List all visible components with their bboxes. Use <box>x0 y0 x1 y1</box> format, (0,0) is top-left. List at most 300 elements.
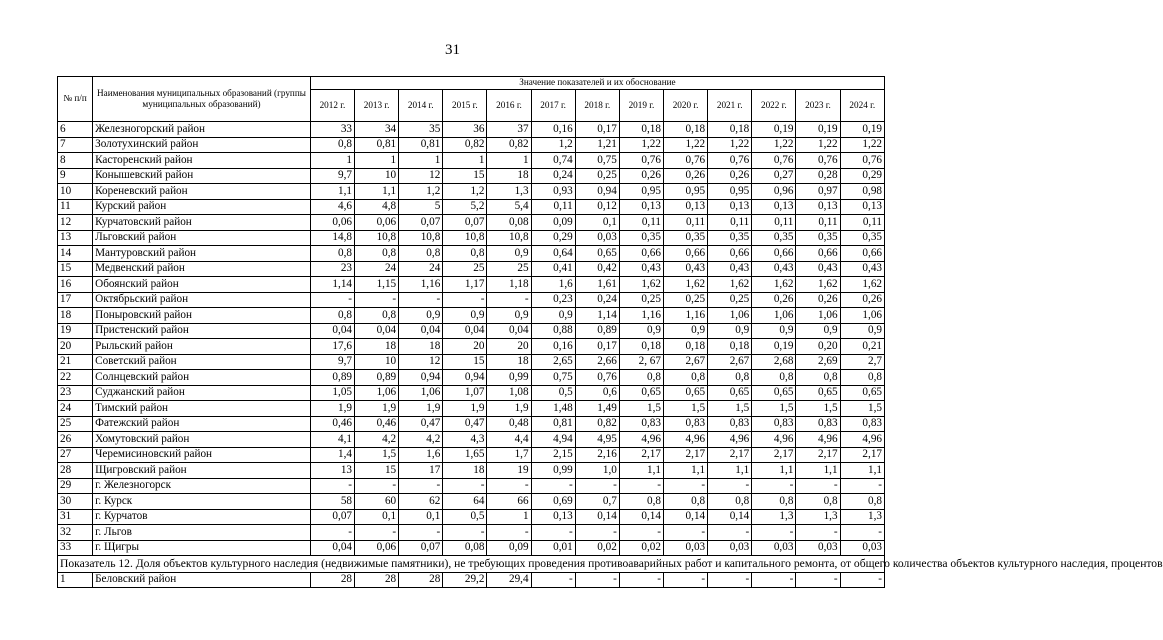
row-index: 6 <box>58 122 93 138</box>
value-cell: 0,35 <box>619 230 663 246</box>
value-cell: - <box>355 478 399 494</box>
value-cell: 1,9 <box>399 401 443 417</box>
row-index: 10 <box>58 184 93 200</box>
value-cell: 20 <box>443 339 487 355</box>
value-cell: 34 <box>355 122 399 138</box>
value-cell: 0,8 <box>399 246 443 262</box>
value-cell: 0,95 <box>708 184 752 200</box>
value-cell: 0,7 <box>575 494 619 510</box>
value-cell: 1,22 <box>840 137 884 153</box>
value-cell: 1,1 <box>752 463 796 479</box>
value-cell: 0,97 <box>796 184 840 200</box>
row-municipality: г. Курск <box>93 494 311 510</box>
value-cell: 0,18 <box>708 339 752 355</box>
row-municipality: Железногорский район <box>93 122 311 138</box>
value-cell: 0,07 <box>443 215 487 231</box>
value-cell: 1,49 <box>575 401 619 417</box>
value-cell: 13 <box>310 463 354 479</box>
value-cell: 0,19 <box>752 122 796 138</box>
table-row <box>58 277 885 293</box>
value-cell: 0,13 <box>663 199 707 215</box>
value-cell: 1,5 <box>355 447 399 463</box>
table-row <box>58 199 885 215</box>
row-index: 29 <box>58 478 93 494</box>
value-cell: - <box>708 478 752 494</box>
value-cell: 0,76 <box>752 153 796 169</box>
value-cell: 0,8 <box>663 370 707 386</box>
value-cell: 1,3 <box>840 509 884 525</box>
row-index: 9 <box>58 168 93 184</box>
value-cell: 1,22 <box>619 137 663 153</box>
value-cell: 1,17 <box>443 277 487 293</box>
value-cell: - <box>399 478 443 494</box>
value-cell: 0,13 <box>619 199 663 215</box>
value-cell: 1,16 <box>399 277 443 293</box>
value-cell: 20 <box>487 339 531 355</box>
value-cell: 4,96 <box>752 432 796 448</box>
row-index: 28 <box>58 463 93 479</box>
value-cell: 25 <box>443 261 487 277</box>
value-cell: 2,17 <box>619 447 663 463</box>
value-cell: 4,1 <box>310 432 354 448</box>
header-year: 2017 г. <box>531 90 575 122</box>
value-cell: 0,03 <box>840 540 884 556</box>
value-cell: 58 <box>310 494 354 510</box>
value-cell: 0,8 <box>663 494 707 510</box>
value-cell: 1,2 <box>443 184 487 200</box>
row-municipality: Конышевский район <box>93 168 311 184</box>
row-municipality: Золотухинский район <box>93 137 311 153</box>
row-municipality: Кореневский район <box>93 184 311 200</box>
value-cell: 0,99 <box>531 463 575 479</box>
value-cell: 1,1 <box>619 463 663 479</box>
value-cell: 0,07 <box>399 215 443 231</box>
value-cell: 28 <box>355 572 399 588</box>
value-cell: 0,9 <box>487 308 531 324</box>
row-index: 8 <box>58 153 93 169</box>
row-index: 31 <box>58 509 93 525</box>
value-cell: 0,82 <box>575 416 619 432</box>
value-cell: 0,43 <box>708 261 752 277</box>
table-header <box>58 77 885 122</box>
row-index: 20 <box>58 339 93 355</box>
row-municipality: Рыльский район <box>93 339 311 355</box>
value-cell: 0,83 <box>840 416 884 432</box>
value-cell: 1,62 <box>840 277 884 293</box>
value-cell: 1,5 <box>752 401 796 417</box>
value-cell: 0,83 <box>619 416 663 432</box>
value-cell: 14,8 <box>310 230 354 246</box>
value-cell: 1,08 <box>487 385 531 401</box>
header-index: № п/п <box>58 77 93 122</box>
value-cell: 0,13 <box>708 199 752 215</box>
value-cell: 0,65 <box>663 385 707 401</box>
value-cell: 1,1 <box>663 463 707 479</box>
value-cell: 1,3 <box>752 509 796 525</box>
value-cell: 0,09 <box>487 540 531 556</box>
value-cell: 25 <box>487 261 531 277</box>
table-row <box>58 509 885 525</box>
row-municipality: г. Курчатов <box>93 509 311 525</box>
row-municipality: Курчатовский район <box>93 215 311 231</box>
value-cell: 0,83 <box>708 416 752 432</box>
page-number: 31 <box>445 42 460 58</box>
value-cell: - <box>796 572 840 588</box>
row-index: 12 <box>58 215 93 231</box>
value-cell: 0,65 <box>752 385 796 401</box>
value-cell: 33 <box>310 122 354 138</box>
value-cell: - <box>796 478 840 494</box>
value-cell: 0,26 <box>840 292 884 308</box>
value-cell: 0,13 <box>531 509 575 525</box>
value-cell: 10,8 <box>355 230 399 246</box>
value-cell: 1,2 <box>531 137 575 153</box>
row-municipality: Тимский район <box>93 401 311 417</box>
value-cell: 1,06 <box>752 308 796 324</box>
value-cell: 0,35 <box>663 230 707 246</box>
value-cell: 4,96 <box>708 432 752 448</box>
value-cell: 0,9 <box>796 323 840 339</box>
value-cell: 4,3 <box>443 432 487 448</box>
value-cell: 1,21 <box>575 137 619 153</box>
table-row <box>58 153 885 169</box>
value-cell: 29,2 <box>443 572 487 588</box>
value-cell: - <box>840 572 884 588</box>
value-cell: 4,8 <box>355 199 399 215</box>
value-cell: 1,9 <box>355 401 399 417</box>
value-cell: 1 <box>487 153 531 169</box>
value-cell: 0,9 <box>840 323 884 339</box>
value-cell: 0,46 <box>310 416 354 432</box>
value-cell: 1,5 <box>619 401 663 417</box>
value-cell: 0,89 <box>355 370 399 386</box>
value-cell: 18 <box>443 463 487 479</box>
value-cell: 0,65 <box>796 385 840 401</box>
value-cell: 0,8 <box>752 370 796 386</box>
value-cell: 10,8 <box>443 230 487 246</box>
value-cell: 0,25 <box>708 292 752 308</box>
value-cell: 0,35 <box>796 230 840 246</box>
table-body <box>58 122 1163 588</box>
value-cell: 0,69 <box>531 494 575 510</box>
table-row <box>58 540 885 556</box>
value-cell: 1,62 <box>663 277 707 293</box>
value-cell: 1,22 <box>708 137 752 153</box>
value-cell: 0,14 <box>663 509 707 525</box>
value-cell: 0,06 <box>310 215 354 231</box>
value-cell: 0,76 <box>796 153 840 169</box>
value-cell: 0,13 <box>840 199 884 215</box>
value-cell: - <box>310 525 354 541</box>
value-cell: 0,04 <box>355 323 399 339</box>
value-cell: 0,9 <box>752 323 796 339</box>
value-cell: 0,11 <box>663 215 707 231</box>
value-cell: 0,88 <box>531 323 575 339</box>
value-cell: 0,09 <box>531 215 575 231</box>
value-cell: 0,26 <box>752 292 796 308</box>
value-cell: 0,9 <box>619 323 663 339</box>
value-cell: 17 <box>399 463 443 479</box>
value-cell: 0,25 <box>663 292 707 308</box>
value-cell: 0,18 <box>663 122 707 138</box>
value-cell: 1,15 <box>355 277 399 293</box>
value-cell: 0,43 <box>752 261 796 277</box>
value-cell: 1,7 <box>487 447 531 463</box>
value-cell: 0,93 <box>531 184 575 200</box>
value-cell: 2,16 <box>575 447 619 463</box>
table-row <box>58 308 885 324</box>
value-cell: 2,7 <box>840 354 884 370</box>
value-cell: 0,8 <box>619 494 663 510</box>
value-cell: 0,66 <box>619 246 663 262</box>
row-index: 22 <box>58 370 93 386</box>
table-row <box>58 432 885 448</box>
value-cell: 2,69 <box>796 354 840 370</box>
value-cell: 0,5 <box>531 385 575 401</box>
table-row <box>58 525 885 541</box>
value-cell: - <box>575 478 619 494</box>
value-cell: 0,26 <box>619 168 663 184</box>
value-cell: 2,17 <box>708 447 752 463</box>
value-cell: 2,65 <box>531 354 575 370</box>
value-cell: 0,26 <box>796 292 840 308</box>
value-cell: 64 <box>443 494 487 510</box>
value-cell: 24 <box>399 261 443 277</box>
value-cell: 28 <box>399 572 443 588</box>
row-index: 23 <box>58 385 93 401</box>
value-cell: 19 <box>487 463 531 479</box>
value-cell: 1,06 <box>796 308 840 324</box>
value-cell: 0,9 <box>708 323 752 339</box>
value-cell: 0,82 <box>443 137 487 153</box>
row-index: 32 <box>58 525 93 541</box>
value-cell: - <box>575 525 619 541</box>
value-cell: 0,14 <box>708 509 752 525</box>
value-cell: 0,35 <box>752 230 796 246</box>
value-cell: 0,24 <box>575 292 619 308</box>
header-year: 2023 г. <box>796 90 840 122</box>
value-cell: - <box>840 525 884 541</box>
value-cell: 36 <box>443 122 487 138</box>
value-cell: 0,11 <box>708 215 752 231</box>
value-cell: 1,06 <box>399 385 443 401</box>
value-cell: 1,1 <box>355 184 399 200</box>
value-cell: 10,8 <box>399 230 443 246</box>
row-municipality: Обоянский район <box>93 277 311 293</box>
value-cell: 0,81 <box>355 137 399 153</box>
value-cell: 1,0 <box>575 463 619 479</box>
value-cell: 0,01 <box>531 540 575 556</box>
value-cell: 0,82 <box>487 137 531 153</box>
header-year: 2012 г. <box>310 90 354 122</box>
value-cell: 0,04 <box>310 540 354 556</box>
value-cell: 1,1 <box>840 463 884 479</box>
row-index: 33 <box>58 540 93 556</box>
indicator-table <box>57 76 1163 588</box>
value-cell: 0,48 <box>487 416 531 432</box>
value-cell: 0,46 <box>355 416 399 432</box>
row-index: 18 <box>58 308 93 324</box>
value-cell: 0,18 <box>619 339 663 355</box>
table-row <box>58 494 885 510</box>
value-cell: 0,26 <box>708 168 752 184</box>
table-row <box>58 370 885 386</box>
value-cell: - <box>355 292 399 308</box>
value-cell: 0,1 <box>355 509 399 525</box>
value-cell: 0,8 <box>796 370 840 386</box>
value-cell: - <box>310 292 354 308</box>
value-cell: 1,06 <box>708 308 752 324</box>
value-cell: 0,06 <box>355 540 399 556</box>
value-cell: 15 <box>355 463 399 479</box>
value-cell: 1,9 <box>443 401 487 417</box>
value-cell: - <box>708 525 752 541</box>
row-municipality: Фатежский район <box>93 416 311 432</box>
value-cell: 0,1 <box>399 509 443 525</box>
value-cell: 0,29 <box>531 230 575 246</box>
value-cell: - <box>619 478 663 494</box>
table-row <box>58 122 885 138</box>
value-cell: 0,65 <box>840 385 884 401</box>
value-cell: 0,94 <box>399 370 443 386</box>
value-cell: 4,94 <box>531 432 575 448</box>
value-cell: 0,11 <box>796 215 840 231</box>
value-cell: 0,76 <box>619 153 663 169</box>
table-row <box>58 261 885 277</box>
value-cell: 0,02 <box>619 540 663 556</box>
value-cell: 0,43 <box>619 261 663 277</box>
value-cell: 1,22 <box>663 137 707 153</box>
header-year: 2013 г. <box>355 90 399 122</box>
value-cell: 1,9 <box>487 401 531 417</box>
value-cell: 1,5 <box>663 401 707 417</box>
row-index: 25 <box>58 416 93 432</box>
value-cell: 0,41 <box>531 261 575 277</box>
value-cell: 0,8 <box>310 246 354 262</box>
value-cell: 0,66 <box>752 246 796 262</box>
value-cell: 1,2 <box>399 184 443 200</box>
table-row <box>58 230 885 246</box>
value-cell: 5,4 <box>487 199 531 215</box>
row-municipality: Хомутовский район <box>93 432 311 448</box>
row-municipality: г. Льгов <box>93 525 311 541</box>
value-cell: - <box>708 572 752 588</box>
header-year: 2018 г. <box>575 90 619 122</box>
row-index: 15 <box>58 261 93 277</box>
value-cell: 4,2 <box>355 432 399 448</box>
value-cell: 0,75 <box>531 370 575 386</box>
value-cell: - <box>399 525 443 541</box>
row-index: 11 <box>58 199 93 215</box>
value-cell: 1 <box>443 153 487 169</box>
value-cell: 10 <box>355 354 399 370</box>
value-cell: - <box>752 478 796 494</box>
table-row <box>58 416 885 432</box>
value-cell: 2,17 <box>752 447 796 463</box>
value-cell: 0,18 <box>708 122 752 138</box>
value-cell: 0,07 <box>310 509 354 525</box>
row-municipality: г. Щигры <box>93 540 311 556</box>
value-cell: 60 <box>355 494 399 510</box>
row-index: 21 <box>58 354 93 370</box>
value-cell: 1,62 <box>796 277 840 293</box>
row-municipality: Октябрьский район <box>93 292 311 308</box>
table-row <box>58 385 885 401</box>
value-cell: 0,25 <box>575 168 619 184</box>
header-year: 2015 г. <box>443 90 487 122</box>
value-cell: 0,66 <box>663 246 707 262</box>
value-cell: 0,83 <box>663 416 707 432</box>
value-cell: 0,8 <box>796 494 840 510</box>
value-cell: - <box>399 292 443 308</box>
value-cell: 1,18 <box>487 277 531 293</box>
value-cell: 37 <box>487 122 531 138</box>
value-cell: 4,2 <box>399 432 443 448</box>
value-cell: 0,07 <box>399 540 443 556</box>
header-year: 2020 г. <box>663 90 707 122</box>
value-cell: 0,9 <box>663 323 707 339</box>
value-cell: 0,19 <box>796 122 840 138</box>
indicator-note: Показатель 12. Доля объектов культурного наследия (недвижимые памятники), не требующих проведения противоаварийных работ и капитального ремонта, от общего количества объектов культурного наследия, процентов <box>58 556 885 573</box>
value-cell: 0,24 <box>531 168 575 184</box>
value-cell: 0,16 <box>531 122 575 138</box>
table-row <box>58 246 885 262</box>
row-municipality: г. Железногорск <box>93 478 311 494</box>
row-municipality: Солнцевский район <box>93 370 311 386</box>
row-municipality: Щигровский район <box>93 463 311 479</box>
value-cell: 10 <box>355 168 399 184</box>
row-municipality: Черемисиновский район <box>93 447 311 463</box>
value-cell: 1,6 <box>399 447 443 463</box>
value-cell: 0,76 <box>840 153 884 169</box>
header-year: 2021 г. <box>708 90 752 122</box>
value-cell: - <box>355 525 399 541</box>
table-row <box>58 339 885 355</box>
value-cell: 0,11 <box>752 215 796 231</box>
table-row <box>58 447 885 463</box>
value-cell: 0,81 <box>531 416 575 432</box>
value-cell: 0,96 <box>752 184 796 200</box>
value-cell: 0,03 <box>708 540 752 556</box>
value-cell: 0,35 <box>708 230 752 246</box>
value-cell: 0,8 <box>310 308 354 324</box>
value-cell: 10,8 <box>487 230 531 246</box>
value-cell: 0,9 <box>487 246 531 262</box>
value-cell: - <box>575 572 619 588</box>
indicator-row <box>58 556 885 573</box>
row-index: 14 <box>58 246 93 262</box>
value-cell: 0,89 <box>310 370 354 386</box>
value-cell: 1,5 <box>796 401 840 417</box>
value-cell: 0,04 <box>399 323 443 339</box>
value-cell: 0,28 <box>796 168 840 184</box>
value-cell: 0,03 <box>575 230 619 246</box>
value-cell: 0,14 <box>619 509 663 525</box>
value-cell: - <box>531 572 575 588</box>
value-cell: 5 <box>399 199 443 215</box>
value-cell: 15 <box>443 168 487 184</box>
value-cell: 0,76 <box>663 153 707 169</box>
row-index: 26 <box>58 432 93 448</box>
value-cell: 35 <box>399 122 443 138</box>
value-cell: - <box>531 478 575 494</box>
row-municipality: Касторенский район <box>93 153 311 169</box>
value-cell: 0,94 <box>443 370 487 386</box>
value-cell: - <box>840 478 884 494</box>
value-cell: - <box>531 525 575 541</box>
value-cell: 66 <box>487 494 531 510</box>
value-cell: 0,9 <box>443 308 487 324</box>
